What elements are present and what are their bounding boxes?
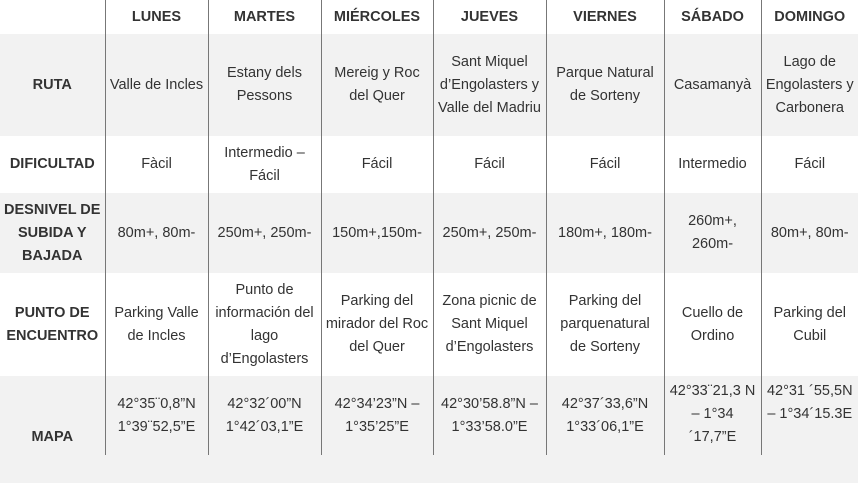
- row-mapa: [0, 376, 858, 455]
- table-cell: Fácil: [433, 136, 546, 193]
- table-cell: Punto de información del lago d’Engolasters: [208, 273, 321, 376]
- table-cell: Casamanyà: [664, 34, 761, 136]
- table-cell: 42°32´00”N 1°42´03,1”E: [208, 376, 321, 455]
- table-cell: 260m+, 260m-: [664, 193, 761, 273]
- table-cell: Intermedio – Fácil: [208, 136, 321, 193]
- table-cell: Fácil: [546, 136, 664, 193]
- row-label-ruta: RUTA: [0, 34, 105, 136]
- table-cell: Fàcil: [105, 136, 208, 193]
- table-cell: Sant Miquel d’Engolasters y Valle del Madriu: [433, 34, 546, 136]
- table-cell: 42°31 ´55,5N – 1°34´15.3E: [761, 376, 858, 455]
- day-header-martes: MARTES: [208, 0, 321, 34]
- table-cell: Parking del Cubil: [761, 273, 858, 376]
- day-header-jueves: JUEVES: [433, 0, 546, 34]
- day-header-miercoles: MIÉRCOLES: [321, 0, 433, 34]
- day-header-viernes: VIERNES: [546, 0, 664, 34]
- table-cell: Fácil: [761, 136, 858, 193]
- row-punto-encuentro: [0, 273, 858, 376]
- table-bottom-padding: [0, 455, 858, 483]
- table-cell: Lago de Engolasters y Carbonera: [761, 34, 858, 136]
- table-cell: Parque Natural de Sorteny: [546, 34, 664, 136]
- table-cell: 42°35¨0,8”N 1°39¨52,5”E: [105, 376, 208, 455]
- day-header-lunes: LUNES: [105, 0, 208, 34]
- row-desnivel: [0, 193, 858, 273]
- table-cell: Intermedio: [664, 136, 761, 193]
- header-row: [0, 0, 858, 34]
- row-label-mapa: MAPA: [0, 376, 105, 455]
- corner-cell: [0, 0, 105, 34]
- table-cell: Fácil: [321, 136, 433, 193]
- table-cell: Parking del mirador del Roc del Quer: [321, 273, 433, 376]
- table-cell: Valle de Incles: [105, 34, 208, 136]
- table-cell: 42°33¨21,3 N – 1°34 ´17,7”E: [664, 376, 761, 455]
- row-label-dificultad: DIFICULTAD: [0, 136, 105, 193]
- row-label-punto-encuentro: PUNTO DE ENCUENTRO: [0, 273, 105, 376]
- row-dificultad: [0, 136, 858, 193]
- table-cell: Parking Valle de Incles: [105, 273, 208, 376]
- table-cell: 42°30’58.8”N – 1°33’58.0”E: [433, 376, 546, 455]
- day-header-sabado: SÁBADO: [664, 0, 761, 34]
- table-cell: Cuello de Ordino: [664, 273, 761, 376]
- row-label-desnivel: DESNIVEL DE SUBIDA Y BAJADA: [0, 193, 105, 273]
- table-cell: Parking del parquenatural de Sorteny: [546, 273, 664, 376]
- table-cell: Zona picnic de Sant Miquel d’Engolasters: [433, 273, 546, 376]
- table-cell: 42°34’23”N – 1°35’25”E: [321, 376, 433, 455]
- row-ruta: [0, 34, 858, 136]
- table-cell: 150m+,150m-: [321, 193, 433, 273]
- table-cell: Mereig y Roc del Quer: [321, 34, 433, 136]
- table-cell: 250m+, 250m-: [433, 193, 546, 273]
- day-header-domingo: DOMINGO: [761, 0, 858, 34]
- table-cell: Estany dels Pessons: [208, 34, 321, 136]
- table-cell: 42°37´33,6”N 1°33´06,1”E: [546, 376, 664, 455]
- table-cell: 80m+, 80m-: [105, 193, 208, 273]
- table-cell: 80m+, 80m-: [761, 193, 858, 273]
- table-cell: 180m+, 180m-: [546, 193, 664, 273]
- table-cell: 250m+, 250m-: [208, 193, 321, 273]
